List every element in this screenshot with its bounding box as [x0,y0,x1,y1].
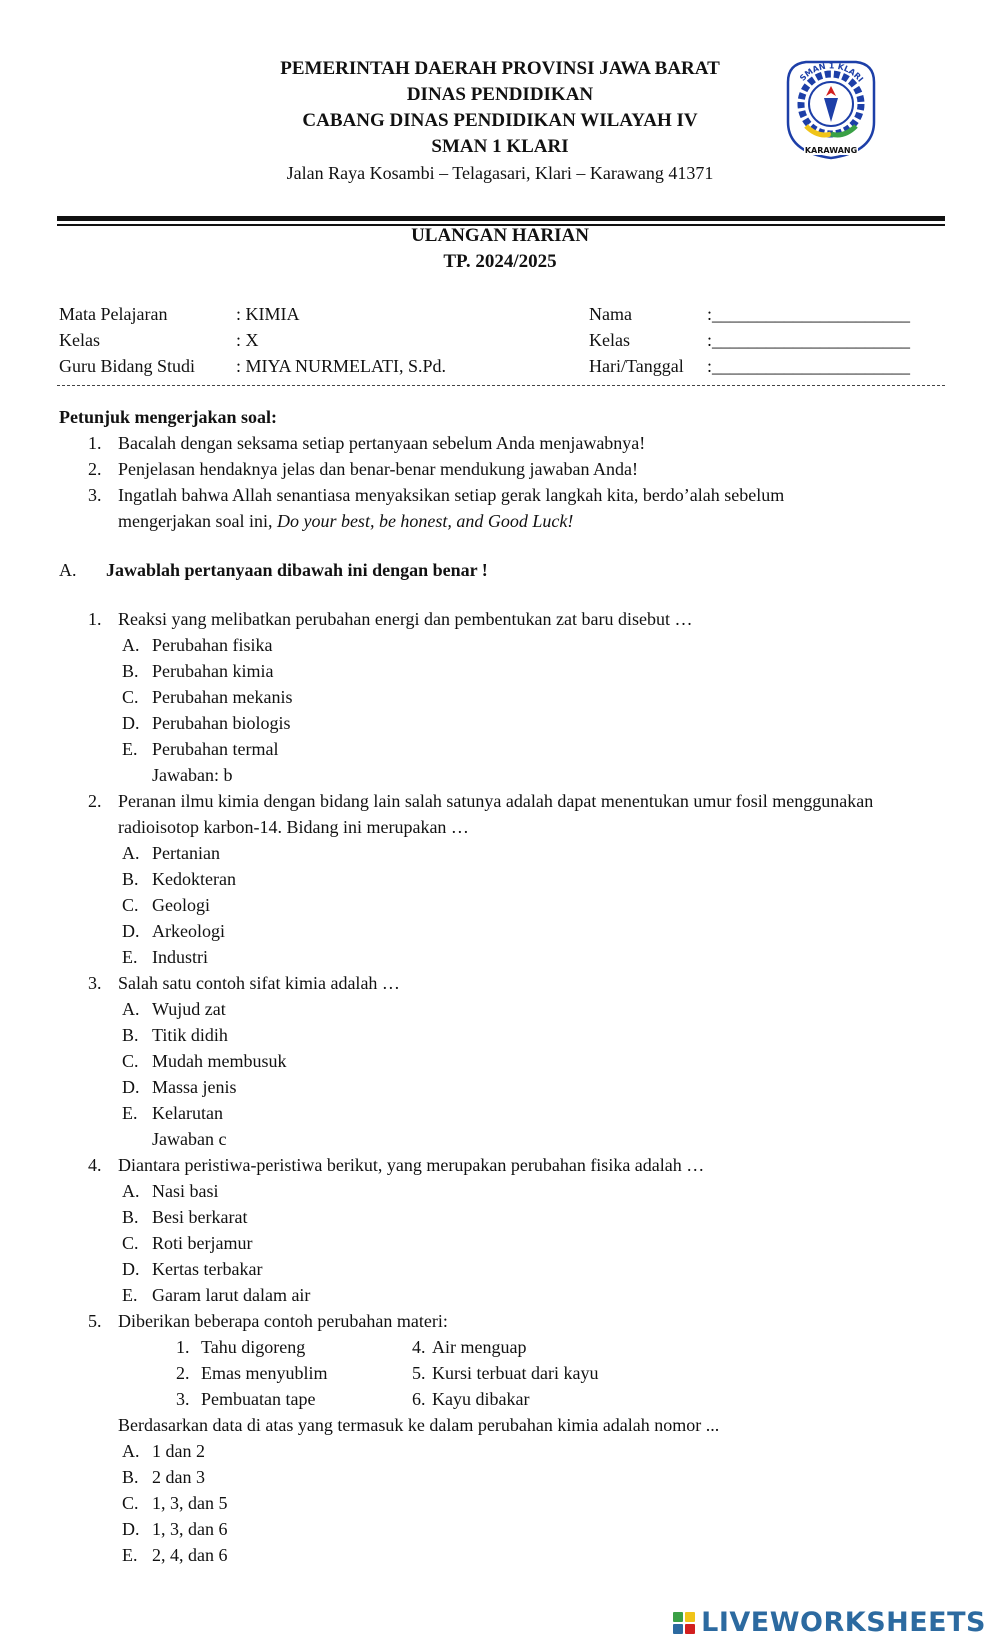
list-number: 4. [412,1337,426,1357]
option-letter: B. [122,661,139,681]
question-number: 2. [88,791,102,811]
option-letter: D. [122,921,140,941]
answer-text: Jawaban: b [152,765,233,785]
teacher-value: : MIYA NURMELATI, S.Pd. [236,356,447,376]
name-label: Nama [589,304,632,324]
question-text: Peranan ilmu kimia dengan bidang lain salah satunya adalah dapat menentukan umur fosil menggunakan [118,791,874,811]
exam-title: ULANGAN HARIAN [411,225,589,246]
option-text[interactable]: Kedokteran [152,869,236,889]
instruction-italic: Do your best, be honest, and Good Luck! [276,511,574,531]
header-line-1: PEMERINTAH DAERAH PROVINSI JAWA BARAT [280,58,720,79]
class2-field[interactable]: :______________________ [707,330,911,350]
option-text[interactable]: Besi berkarat [152,1207,248,1227]
info-divider [57,385,945,386]
option-letter: A. [122,999,140,1019]
subject-label: Mata Pelajaran [59,304,168,324]
option-letter: C. [122,1051,139,1071]
class-label: Kelas [59,330,100,350]
date-label: Hari/Tanggal [589,356,684,376]
instruction-num: 3. [88,485,102,505]
liveworksheets-text: LIVEWORKSHEETS [701,1607,986,1638]
option-text[interactable]: Wujud zat [152,999,226,1019]
option-letter: D. [122,1077,140,1097]
list-item: Tahu digoreng [201,1337,306,1357]
question-text-continued: radioisotop karbon-14. Bidang ini merupakan … [118,817,469,837]
logo-bottom-text: KARAWANG [804,146,858,155]
instruction-text: Penjelasan hendaknya jelas dan benar-benar mendukung jawaban Anda! [118,459,638,479]
list-item: Pembuatan tape [201,1389,316,1409]
option-text[interactable]: Mudah membusuk [152,1051,287,1071]
header-line-2: DINAS PENDIDIKAN [406,84,594,105]
option-text[interactable]: Geologi [152,895,210,915]
name-field[interactable]: :______________________ [707,304,911,324]
option-letter: E. [122,739,138,759]
option-text[interactable]: Perubahan kimia [152,661,274,681]
instruction-text: Ingatlah bahwa Allah senantiasa menyaksikan setiap gerak langkah kita, berdo’alah sebelum [118,485,785,505]
option-letter: A. [122,635,140,655]
header-address: Jalan Raya Kosambi – Telagasari, Klari – Karawang 41371 [286,163,714,183]
list-number: 2. [176,1363,190,1383]
option-letter: B. [122,1025,139,1045]
option-text[interactable]: Nasi basi [152,1181,219,1201]
option-text[interactable]: Arkeologi [152,921,225,941]
option-letter: B. [122,869,139,889]
list-number: 3. [176,1389,190,1409]
option-letter: E. [122,1285,138,1305]
instruction-plain: mengerjakan soal ini, [118,511,277,531]
option-text[interactable]: Perubahan fisika [152,635,273,655]
instruction-text: Bacalah dengan seksama setiap pertanyaan sebelum Anda menjawabnya! [118,433,646,453]
section-title: Jawablah pertanyaan dibawah ini dengan benar ! [106,560,488,580]
header-line-4: SMAN 1 KLARI [431,136,569,157]
option-letter: B. [122,1207,139,1227]
question-text: Diberikan beberapa contoh perubahan materi: [118,1311,448,1331]
option-letter: C. [122,1233,139,1253]
option-text[interactable]: Industri [152,947,208,967]
section-letter: A. [59,560,77,580]
question-text: Reaksi yang melibatkan perubahan energi dan pembentukan zat baru disebut … [118,609,693,629]
option-letter: D. [122,713,140,733]
list-number: 6. [412,1389,426,1409]
list-item: Air menguap [432,1337,527,1357]
list-item: Kayu dibakar [432,1389,530,1409]
question-number: 1. [88,609,102,629]
option-letter: E. [122,1103,138,1123]
liveworksheets-logo[interactable] [673,1607,986,1638]
list-item: Emas menyublim [201,1363,328,1383]
option-text[interactable]: Roti berjamur [152,1233,253,1253]
list-number: 5. [412,1363,426,1383]
option-text[interactable]: Perubahan biologis [152,713,291,733]
option-letter: A. [122,1441,140,1461]
option-letter: A. [122,1181,140,1201]
question-number: 4. [88,1155,102,1175]
question-text: Salah satu contoh sifat kimia adalah … [118,973,400,993]
class2-label: Kelas [589,330,630,350]
list-item: Kursi terbuat dari kayu [432,1363,599,1383]
subject-value: : KIMIA [236,304,300,324]
option-text[interactable]: Titik didih [152,1025,228,1045]
option-text[interactable]: 1 dan 2 [152,1441,205,1461]
option-text[interactable]: Perubahan mekanis [152,687,293,707]
option-text[interactable]: Pertanian [152,843,220,863]
option-text[interactable]: Kertas terbakar [152,1259,263,1279]
answer-text: Jawaban c [152,1129,227,1149]
instruction-num: 2. [88,459,102,479]
date-field[interactable]: :______________________ [707,356,911,376]
liveworksheets-grid-icon [673,1612,695,1634]
school-logo-icon [776,52,886,162]
class-value: : X [236,330,259,350]
option-text[interactable]: Kelarutan [152,1103,223,1123]
question-number: 5. [88,1311,102,1331]
option-letter: E. [122,1545,138,1565]
option-text[interactable]: 1, 3, dan 6 [152,1519,228,1539]
question-number: 3. [88,973,102,993]
option-text[interactable]: Garam larut dalam air [152,1285,311,1305]
option-text[interactable]: 2, 4, dan 6 [152,1545,228,1565]
teacher-label: Guru Bidang Studi [59,356,196,376]
header-line-3: CABANG DINAS PENDIDIKAN WILAYAH IV [302,110,698,131]
option-letter: D. [122,1259,140,1279]
option-letter: E. [122,947,138,967]
logo-top-text: SMAN 1 KLARI [798,61,865,84]
instructions-title: Petunjuk mengerjakan soal: [59,407,278,427]
option-letter: A. [122,843,140,863]
exam-year: TP. 2024/2025 [443,251,557,272]
option-letter: C. [122,895,139,915]
instruction-text-continued [118,510,573,532]
list-number: 1. [176,1337,190,1357]
instruction-num: 1. [88,433,102,453]
option-text[interactable]: Perubahan termal [152,739,279,759]
option-letter: C. [122,687,139,707]
option-letter: D. [122,1519,140,1539]
question-text: Diantara peristiwa-peristiwa berikut, yang merupakan perubahan fisika adalah … [118,1155,705,1175]
question-prompt: Berdasarkan data di atas yang termasuk ke dalam perubahan kimia adalah nomor ... [118,1415,720,1435]
option-letter: B. [122,1467,139,1487]
option-text[interactable]: Massa jenis [152,1077,237,1097]
option-text[interactable]: 1, 3, dan 5 [152,1493,228,1513]
option-text[interactable]: 2 dan 3 [152,1467,205,1487]
header-divider-thick [57,216,945,221]
option-letter: C. [122,1493,139,1513]
